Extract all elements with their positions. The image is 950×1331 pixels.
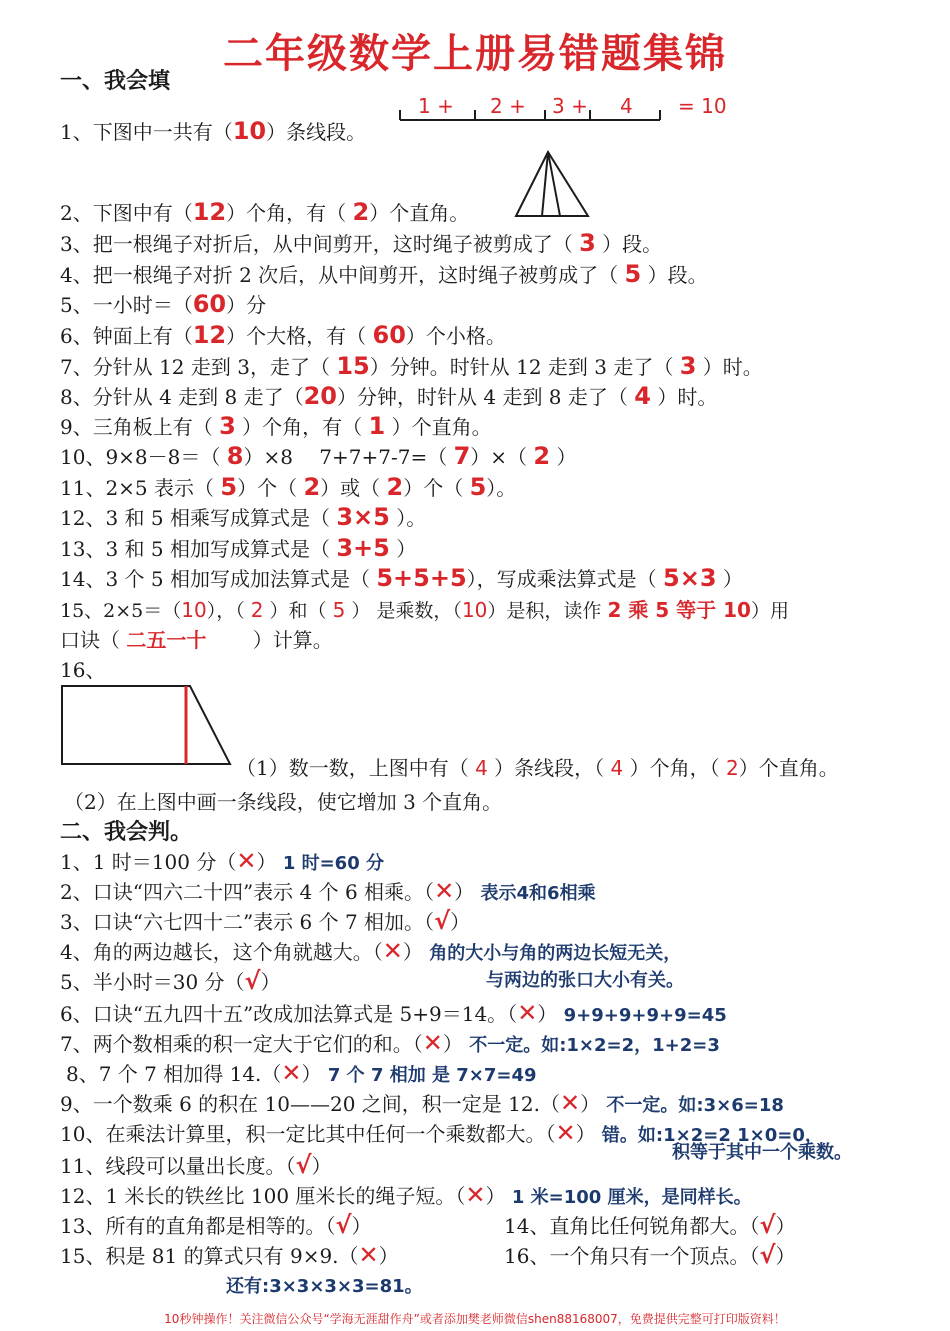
- segment-label: 3 +: [552, 94, 588, 118]
- judge-line: 10、在乘法计算里，积一定比其中任何一个乘数都大。（✕） 错。如:1×2=2 1×0=0，: [60, 1119, 823, 1147]
- judge-line-right: 16、一个角只有一个顶点。（√）: [504, 1241, 796, 1269]
- segment-result: = 10: [678, 94, 727, 118]
- segment-label: 1 +: [418, 94, 454, 118]
- footer-note: 10秒钟操作！关注微信公众号“学海无涯甜作舟”或者添加樊老师微信shen88168007，免费提供完整可打印版资料！: [164, 1312, 786, 1326]
- fill-line-12: 12、3 和 5 相乘写成算式是（ 3×5 ）。: [60, 503, 427, 531]
- judge-line: 6、口诀“五九四十五”改成加法算式是 5+9＝14。（✕） 9+9+9+9+9=45: [60, 999, 727, 1027]
- fill-line-3: 3、把一根绳子对折后，从中间剪开，这时绳子被剪成了（ 3 ）段。: [60, 229, 663, 257]
- trapezoid-diagram: [60, 682, 240, 768]
- fill-line-16-1: （1）数一数，上图中有（ 4 ）条线段，（ 4 ）个角，（ 2）个直角。: [236, 756, 839, 780]
- fill-line-5: 5、一小时＝（60）分: [60, 290, 267, 318]
- judge-line: 2、口诀“四六二十四”表示 4 个 6 相乘。（✕） 表示4和6相乘: [60, 877, 596, 905]
- judge-line: 13、所有的直角都是相等的。（√）: [60, 1211, 372, 1239]
- fill-line-16: 16、: [60, 658, 106, 682]
- fill-line-2: 2、下图中有（12）个角，有（ 2）个直角。: [60, 198, 470, 226]
- fill-line-7: 7、分针从 12 走到 3，走了（ 15）分钟。时针从 12 走到 3 走了（ 3 ）时。: [60, 352, 763, 380]
- fill-line-16-2: （2）在上图中画一条线段，使它增加 3 个直角。: [64, 790, 503, 814]
- judge-line: 4、角的两边越长，这个角就越大。（✕） 角的大小与角的两边长短无关，: [60, 937, 682, 965]
- fill-line-10: 10、9×8－8＝（ 8）×8 7+7+7-7=（ 7）×（ 2 ）: [60, 442, 577, 470]
- judge-note-continued: 还有:3×3×3×3=81。: [226, 1276, 423, 1297]
- judge-line: 5、半小时＝30 分（√）: [60, 967, 281, 995]
- fill-line-11: 11、2×5 表示（ 5）个（ 2）或（ 2）个（ 5）。: [60, 473, 517, 501]
- fill-line-14: 14、3 个 5 相加写成加法算式是（ 5+5+5），写成乘法算式是（ 5×3 ）: [60, 564, 743, 592]
- page-title: 二年级数学上册易错题集锦: [223, 31, 727, 77]
- triangle-diagram: [512, 150, 592, 220]
- fill-line-8: 8、分针从 4 走到 8 走了（20）分钟，时针从 4 走到 8 走了（ 4 ）时。: [60, 382, 718, 410]
- judge-line-right: 14、直角比任何锐角都大。（√）: [504, 1211, 796, 1239]
- judge-note-continued: 与两边的张口大小有关。: [486, 970, 684, 991]
- section-fill-heading: 一、我会填: [60, 69, 171, 94]
- judge-line: 7、两个数相乘的积一定大于它们的和。（✕） 不一定。如:1×2=2，1+2=3: [60, 1029, 720, 1057]
- segment-label: 4: [620, 94, 633, 118]
- judge-line: 1、1 时＝100 分（✕） 1 时=60 分: [60, 847, 385, 875]
- segment-label: 2 +: [490, 94, 526, 118]
- judge-line: 8、7 个 7 相加得 14.（✕） 7 个 7 相加 是 7×7=49: [66, 1059, 537, 1087]
- judge-line: 3、口诀“六七四十二”表示 6 个 7 相加。（√）: [60, 907, 471, 935]
- section-judge-heading: 二、我会判。: [60, 820, 193, 845]
- fill-line-6: 6、钟面上有（12）个大格，有（ 60）个小格。: [60, 321, 506, 349]
- fill-line-1: 1、下图中一共有（10）条线段。: [60, 117, 367, 145]
- judge-line: 12、1 米长的铁丝比 100 厘米长的绳子短。（✕） 1 米=100 厘米，是同样长。: [60, 1181, 752, 1209]
- judge-line: 9、一个数乘 6 的积在 10——20 之间，积一定是 12.（✕） 不一定。如:3×6=18: [60, 1089, 784, 1117]
- fill-line-15b: 口诀（ 二五一十 ）计算。: [60, 628, 333, 652]
- fill-line-9: 9、三角板上有（ 3 ）个角，有（ 1 ）个直角。: [60, 412, 492, 440]
- judge-line: 15、积是 81 的算式只有 9×9.（✕）: [60, 1241, 399, 1269]
- fill-line-13: 13、3 和 5 相加写成算式是（ 3+5 ）: [60, 534, 417, 562]
- fill-line-15: 15、2×5＝（10），（ 2 ）和（ 5 ） 是乘数，（10）是积，读作 2 乘 5 等于 10）用: [60, 598, 789, 622]
- fill-line-4: 4、把一根绳子对折 2 次后，从中间剪开，这时绳子被剪成了（ 5 ）段。: [60, 260, 708, 288]
- judge-line: 11、线段可以量出长度。（√）: [60, 1151, 332, 1179]
- judge-note-continued: 积等于其中一个乘数。: [672, 1142, 852, 1163]
